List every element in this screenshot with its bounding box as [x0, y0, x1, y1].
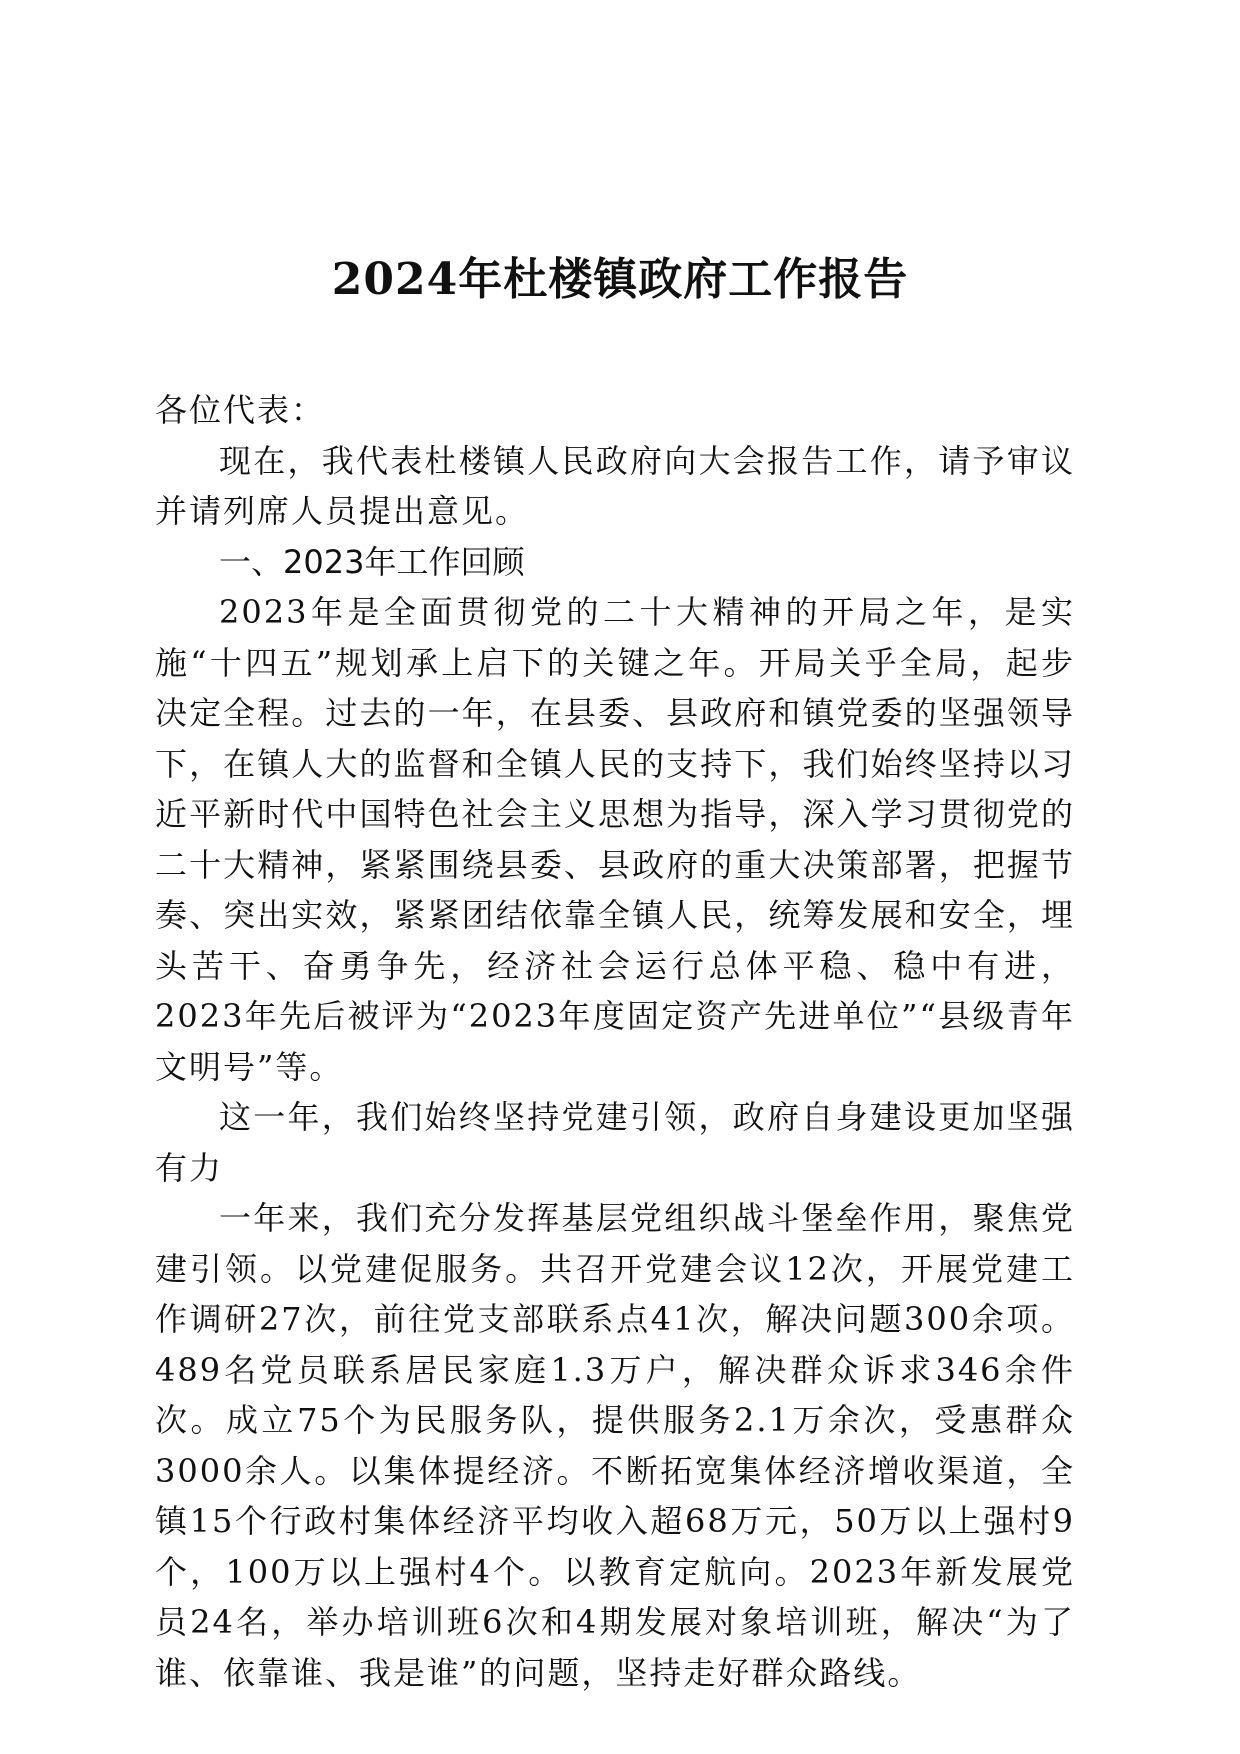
document-body — [155, 385, 1075, 1698]
document-title: 2024年杜楼镇政府工作报告 — [331, 254, 909, 305]
party-building-summary: 这一年，我们始终坚持党建引领，政府自身建设更加坚强有力 — [155, 1098, 1075, 1187]
review-paragraph: 2023年是全面贯彻党的二十大精神的开局之年，是实施“十四五”规划承上启下的关键之年。开局关乎全局，起步决定全程。过去的一年，在县委、县政府和镇党委的坚强领导下，在镇人大的监督和全镇人民的支持下，我们始终坚持以习近平新时代中国特色社会主义思想为指导，深入学习贯彻党的二十大精神，紧紧围绕县委、县政府的重大决策部署，把握节奏、突出实效，紧紧团结依靠全镇人民，统筹发展和安全，埋头苦干、奋勇争先，经济社会运行总体平稳、稳中有进，2023年先后被评为“2023年度固定资产先进单位”“县级青年文明号”等。 — [155, 593, 1075, 1086]
salutation: 各位代表： — [155, 391, 326, 429]
section-heading: 一、2023年工作回顾 — [219, 542, 525, 581]
party-building-detail: 一年来，我们充分发挥基层党组织战斗堡垒作用，聚焦党建引领。以党建促服务。共召开党建会议12次，开展党建工作调研27次，前往党支部联系点41次，解决问题300余项。489名党员联系居民家庭1.3万户，解决群众诉求346余件次。成立75个为民服务队，提供服务2.1万余次，受惠群众3000余人。以集体提经济。不断拓宽集体经济增收渠道，全镇15个行政村集体经济平均收入超68万元，50万以上强村9个，100万以上强村4个。以教育定航向。2023年新发展党员24名，举办培训班6次和4期发展对象培训班，解决“为了谁、依靠谁、我是谁”的问题，坚持走好群众路线。 — [155, 1199, 1075, 1692]
intro-paragraph: 现在，我代表杜楼镇人民政府向大会报告工作，请予审议并请列席人员提出意见。 — [155, 441, 1075, 530]
